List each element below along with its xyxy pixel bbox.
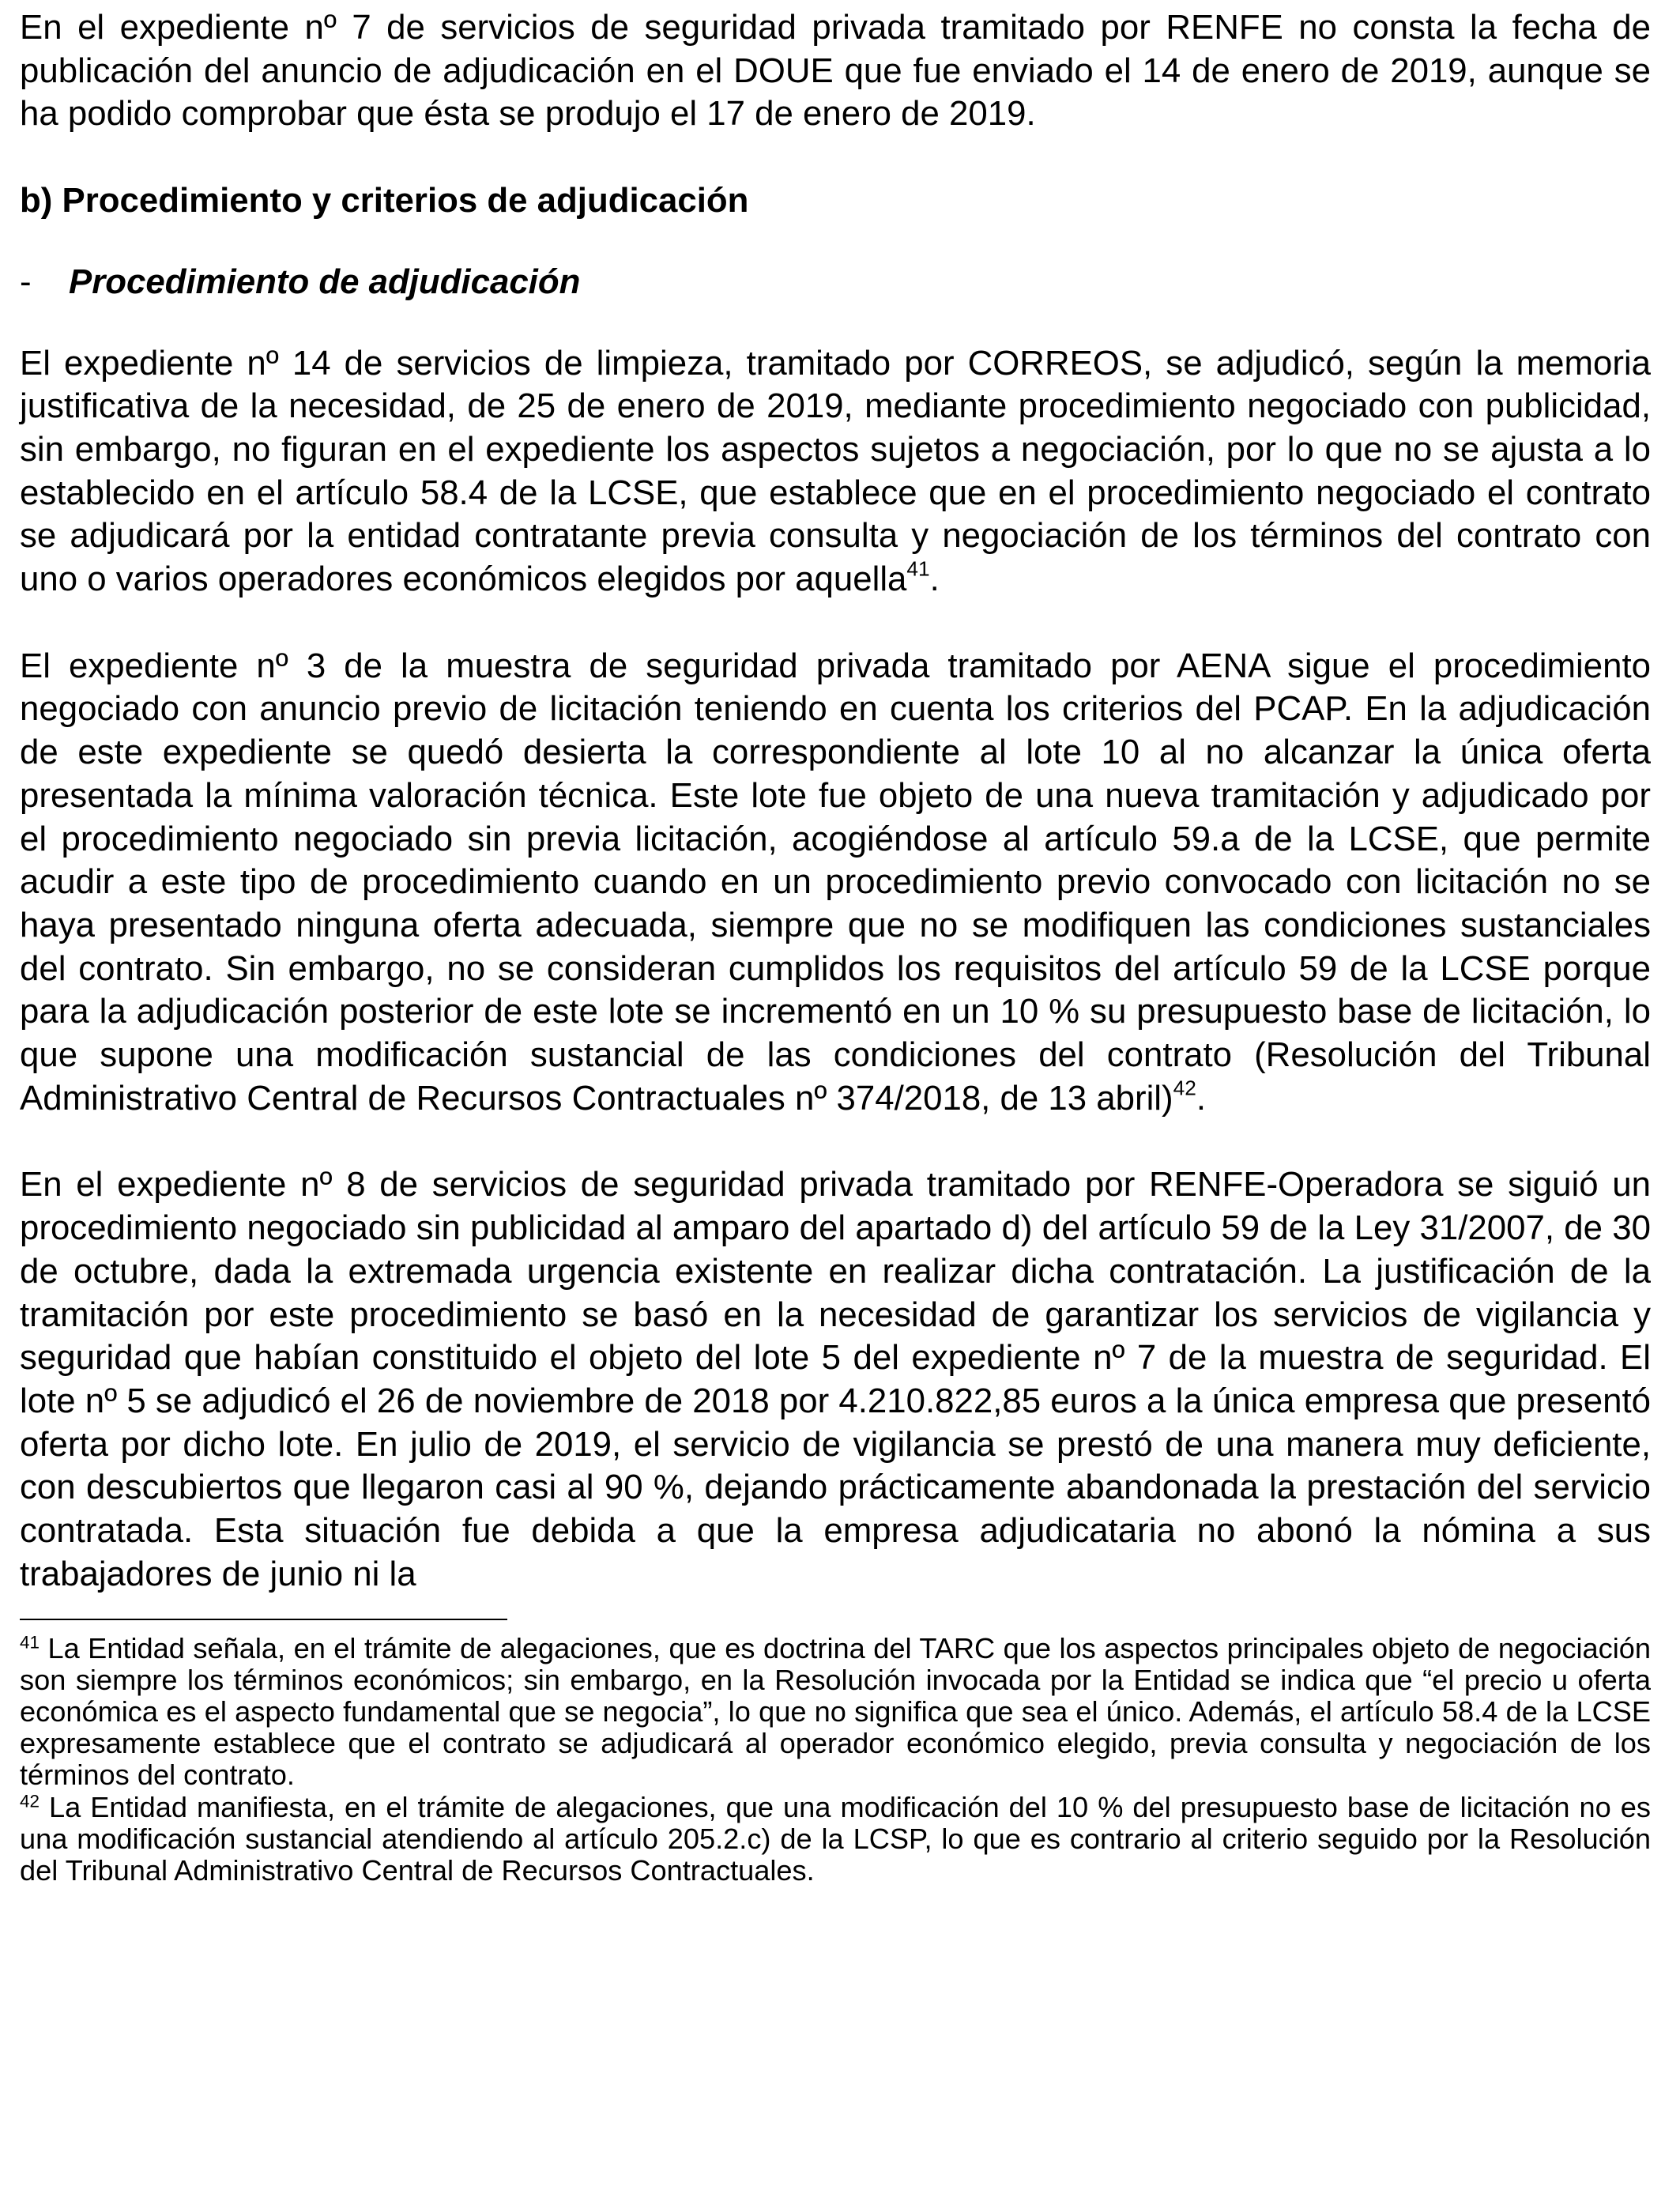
bullet-dash: - [20, 262, 32, 301]
footnotes [20, 1633, 1651, 1887]
footnote-text: La Entidad manifiesta, en el trámite de alegaciones, que una modificación del 10 % del presupuesto base de licitación no es una modificación sustancial atendiendo al artículo 205.2.c) de la LCSP, lo que es contrario al criterio seguido por la Resolución del Tribunal Administrativo Central de Recursos Contractuales. [20, 1790, 1651, 1887]
footnote-text: La Entidad señala, en el trámite de alegaciones, que es doctrina del TARC que los aspectos principales objeto de negociación son siempre los términos económicos; sin embargo, en la Resolución invocada por la Entidad se indica que “el precio u oferta económica es el aspecto fundamental que se negocia”, lo que no significa que sea el único. Además, el artículo 58.4 de la LCSE expresamente establece que el contrato se adjudicará al operador económico elegido, previa consulta y negociación de los términos del contrato. [20, 1631, 1651, 1792]
document-page [20, 0, 1651, 1887]
subheading-text: Procedimiento de adjudicación [69, 262, 581, 301]
footnote-reference-41[interactable]: 41 [906, 556, 930, 581]
footnote-separator [20, 1619, 507, 1620]
paragraph-renfe-expediente-7: En el expediente nº 7 de servicios de seguridad privada tramitado por RENFE no consta la fecha de publicación del anuncio de adjudicación en el DOUE que fue enviado el 14 de enero de 2019, aunque se ha podido comprobar que ésta se produjo el 17 de enero de 2019. [20, 8, 1651, 134]
paragraph-end: . [1196, 1078, 1207, 1118]
footnote-number: 41 [20, 1632, 40, 1653]
footnote-42 [20, 1792, 1651, 1887]
paragraph-text: El expediente nº 14 de servicios de limpieza, tramitado por CORREOS, se adjudicó, según la memoria justificativa de la necesidad, de 25 de enero de 2019, mediante procedimiento negociado con publicidad, sin embargo, no figuran en el expediente los aspectos sujetos a negociación, por lo que no se ajusta a lo establecido en el artículo 58.4 de la LCSE, que establece que en el procedimiento negociado el contrato se adjudicará por la entidad contratante previa consulta y negociación de los términos del contrato con uno o varios operadores económicos elegidos por aquella [20, 343, 1651, 599]
footnote-reference-42[interactable]: 42 [1173, 1076, 1196, 1100]
footnote-number: 42 [20, 1791, 40, 1811]
footnote-41 [20, 1633, 1651, 1792]
paragraph-text: El expediente nº 3 de la muestra de seguridad privada tramitado por AENA sigue el procedimiento negociado con anuncio previo de licitación teniendo en cuenta los criterios del PCAP. En la adjudicación de este expediente se quedó desierta la correspondiente al lote 10 al no alcanzar la única oferta presentada la mínima valoración técnica. Este lote fue objeto de una nueva tramitación y adjudicado por el procedimiento negociado sin previa licitación, acogiéndose al artículo 59.a de la LCSE, que permite acudir a este tipo de procedimiento cuando en un procedimiento previo convocado con licitación no se haya presentado ninguna oferta adecuada, siempre que no se modifiquen las condiciones sustanciales del contrato. Sin embargo, no se consideran cumplidos los requisitos del artículo 59 de la LCSE porque para la adjudicación posterior de este lote se incrementó en un 10 % su presupuesto base de licitación, lo que supone una modificación sustancial de las condiciones del contrato (Resolución del Tribunal Administrativo Central de Recursos Contractuales nº 374/2018, de 13 abril) [20, 646, 1651, 1118]
subheading-procedimiento-adjudicacion [20, 261, 1651, 304]
paragraph-renfe-operadora-expediente-8: En el expediente nº 8 de servicios de seguridad privada tramitado por RENFE-Operadora se siguió un procedimiento negociado sin publicidad al amparo del apartado d) del artículo 59 de la Ley 31/2007, de 30 de octubre, dada la extremada urgencia existente en realizar dicha contratación. La justificación de la tramitación por este procedimiento se basó en la necesidad de garantizar los servicios de vigilancia y seguridad que habían constituido el objeto del lote 5 del expediente nº 7 de la muestra de seguridad. El lote nº 5 se adjudicó el 26 de noviembre de 2018 por 4.210.822,85 euros a la única empresa que presentó oferta por dicho lote. En julio de 2019, el servicio de vigilancia se prestó de una manera muy deficiente, con descubiertos que llegaron casi al 90 %, dejando prácticamente abandonada la prestación del servicio contratada. Esta situación fue debida a que la empresa adjudicataria no abonó la nómina a sus trabajadores de junio ni la [20, 1165, 1651, 1593]
paragraph-correos-expediente-14 [20, 342, 1651, 601]
paragraph-aena-expediente-3 [20, 645, 1651, 1121]
section-heading-procedimiento-criterios: b) Procedimiento y criterios de adjudicación [20, 181, 749, 221]
paragraph-end: . [929, 560, 940, 599]
